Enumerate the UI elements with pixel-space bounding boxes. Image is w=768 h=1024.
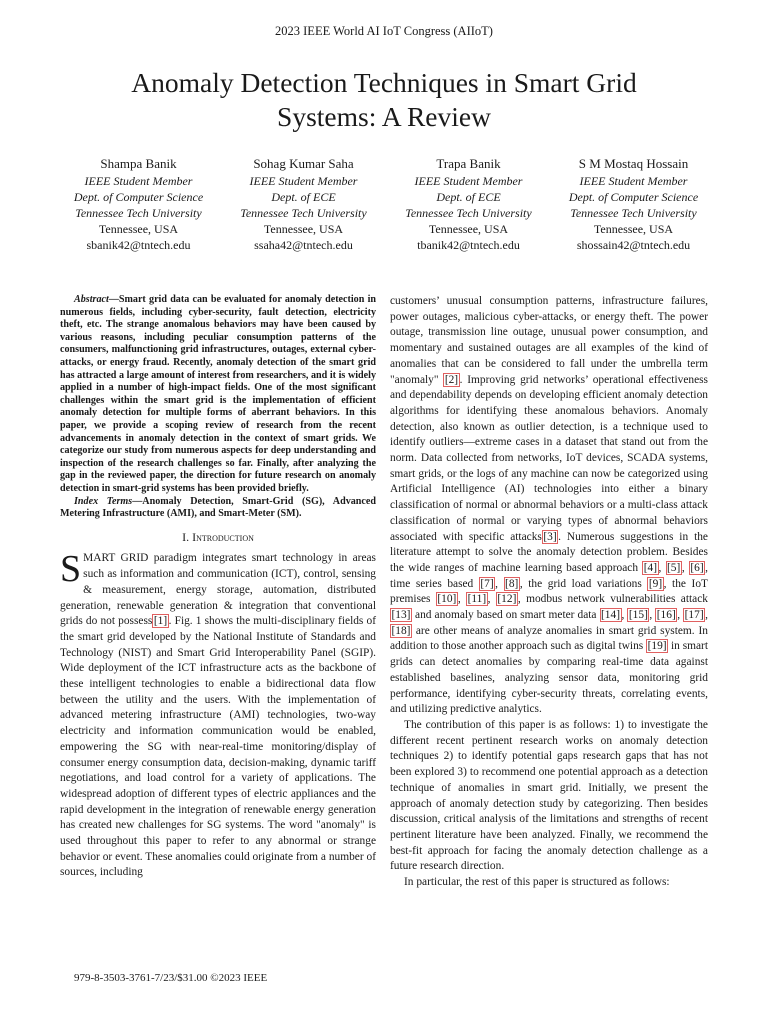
author-email: shossain42@tntech.edu	[576, 238, 691, 252]
author-email: sbanik42@tntech.edu	[86, 238, 191, 252]
paper-title	[60, 66, 708, 134]
body-text: are other means of analyze anomalies in smart grid system. In addition to those another approach such as digital twins	[390, 624, 708, 653]
citation-link[interactable]: [15]	[628, 609, 648, 622]
index-terms-text: —Anomaly Detection, Smart-Grid (SG), Advanced Metering Infrastructure (AMI), and Smart-Meter (SM).	[60, 495, 376, 520]
author-name: S M Mostaq Hossain	[578, 156, 689, 171]
author-role: IEEE Student Member	[579, 174, 688, 188]
citation-link[interactable]: [12]	[497, 593, 517, 606]
citation-link[interactable]: [13]	[391, 609, 411, 622]
author-dept: Dept. of Computer Science	[568, 190, 699, 204]
body-text: in smart grids can detect anomalies by comparing real-time data against established baselines, analyzing sensor data, monitoring grid performance, identifying cyber-security threats, correlating events, and utilizing predictive analytics.	[390, 640, 708, 716]
citation-link[interactable]: [4]	[643, 561, 657, 574]
section-heading-text: I. Introduction	[182, 529, 254, 544]
conference-header: 2023 IEEE World AI IoT Congress (AIIoT)	[275, 24, 493, 38]
body-paragraph-3: In particular, the rest of this paper is structured as follows:	[404, 876, 670, 889]
body-text: ,	[649, 609, 656, 622]
author-1	[56, 155, 221, 253]
author-email: ssaha42@tntech.edu	[254, 238, 353, 252]
citation-link[interactable]: [2]	[444, 373, 459, 386]
citation-link[interactable]: [8]	[505, 577, 519, 590]
citation-link[interactable]: [10]	[437, 593, 457, 606]
body-text: , time series based	[390, 561, 708, 590]
citation-link[interactable]: [14]	[601, 609, 620, 622]
author-2	[221, 155, 386, 253]
author-role: IEEE Student Member	[84, 174, 193, 188]
intro-text-1: paradigm integrates smart technology in areas such as information and communication (ICT), control, sensing & measurement, energy storage, automation, distributed generation, renewable generation & integration that conventional grids do not possess	[60, 552, 376, 628]
left-column	[60, 294, 376, 881]
author-location: Tennessee, USA	[593, 222, 674, 236]
author-4	[551, 155, 716, 253]
citation-link[interactable]: [9]	[648, 577, 663, 590]
citation-link[interactable]: [16]	[656, 609, 676, 622]
author-location: Tennessee, USA	[263, 222, 344, 236]
citation-link[interactable]: [17]	[684, 609, 704, 622]
author-block	[56, 155, 716, 253]
citation-link[interactable]: [7]	[480, 577, 494, 590]
body-text: . Numerous suggestions in the literature attempt to solve the anomaly detection problem. Besides the wide ranges of machine learning based approach	[390, 530, 708, 574]
body-text: ,	[487, 593, 496, 606]
author-university: Tennessee Tech University	[570, 206, 697, 220]
author-name: Trapa Banik	[436, 156, 501, 171]
author-university: Tennessee Tech University	[75, 206, 202, 220]
body-text: ,	[681, 561, 689, 574]
author-name: Shampa Banik	[100, 156, 177, 171]
body-text: , the grid load variations	[519, 577, 648, 590]
citation-link[interactable]: [3]	[543, 530, 557, 543]
citation-link[interactable]: [19]	[647, 640, 667, 653]
body-text: and anomaly based on smart meter data	[411, 609, 600, 622]
index-terms	[60, 496, 376, 521]
abstract-text: —Smart grid data can be evaluated for anomaly detection in numerous fields, including cyber-security, fault detection, electricity theft, etc. The strange anomalous behaviors may have been caused by various reasons, including peculiar consumption patterns of the consumers, malfunctioning grid infrastructures, outages, external cyber-attacks, or energy fraud. Recently, anomaly detection of the smart grid has attracted a large amount of interest from researchers, and it is widely applied in a number of high-impact fields. One of the most significant challenges within the smart grid is the implementation of efficient anomaly detection for multiple forms of aberrant behaviors. In this paper, we provide a scoping review of research from the recent advancements in anomaly detection in the context of smart grids. We categorize our study from numerous aspects for deep understanding and inspection of the research challenges so far. Finally, after analyzing the gap in the reviewed paper, the direction for future research on anomaly detection in smart-grid systems has been provided briefly.	[60, 294, 376, 494]
author-university: Tennessee Tech University	[405, 206, 532, 220]
citation-link[interactable]: [1]	[153, 615, 168, 628]
author-university: Tennessee Tech University	[240, 206, 367, 220]
intro-paragraph	[60, 548, 376, 881]
section-heading	[60, 530, 376, 546]
body-text: , modbus network vulnerabilities attack	[517, 593, 708, 606]
intro-text-2: . Fig. 1 shows the multi-disciplinary fields of the smart grid developed by the National Institute of Standards and Technology (NIST) and Smart Grid Interoperability Panel (SGIP). Wide deployment of the ICT infrastructure acts as the backbone of these intelligent technologies to enable a bidirectional data flow between the utility and the users. With the implementation of advanced metering infrastructure (AMI) technologies, two-way electricity and information communication would be enabled, empowering the SG with near-real-time monitoring/display of consumer energy consumption data, decision-making, dynamic tariff negotiations, and load control for a variety of applications. The widespread adoption of different types of electric appliances and the rapid development in the integration of renewable energy generation has created new challenges for SG systems. The word "anomaly" is used throughout this paper to refer to any abnormal or strange behavior or event. These anomalies could originate from a number of sources, including	[60, 615, 376, 879]
body-text: ,	[621, 609, 628, 622]
body-text: ,	[495, 577, 504, 590]
body-paragraph-2: The contribution of this paper is as follows: 1) to investigate the different recent pertinent research works on anomaly detection techniques 2) to identify potential gaps research gaps that has not been explored 3) to recommend one potential approach as a detection technique of anomalies in smart grid. Initially, we present the approach of anomaly detection study by categorizing. Then besides discussion, critical analysis of the limitations and strengths of recent pertinent literature have been analyzed. Finally, we recommend the best-fit approach for facing the anomaly detection challenge as a future research direction.	[390, 718, 708, 873]
author-dept: Dept. of ECE	[436, 190, 501, 204]
body-text: ,	[677, 609, 684, 622]
right-column	[390, 294, 708, 891]
citation-link[interactable]: [18]	[391, 624, 411, 637]
author-location: Tennessee, USA	[428, 222, 509, 236]
index-terms-label: Index Terms	[74, 495, 133, 507]
intro-smallcaps: MART GRID	[83, 552, 149, 565]
author-dept: Dept. of Computer Science	[73, 190, 204, 204]
copyright-footer: 979-8-3503-3761-7/23/$31.00 ©2023 IEEE	[74, 972, 268, 984]
abstract	[60, 294, 376, 496]
body-text: . Improving grid networks’ operational effectiveness and dependability depends on developing efficient anomaly detection algorithms for identifying these anomalous behaviors. Anomaly detection, also known as outlier detection, is a technique used to identify outliers—extreme cases in a dataset that stand out from the norm. Data collected from networks, IoT devices, SCADA systems, smart grids, or the logs of any machine can now be categorized using Artificial Intelligence (AI) technologies into either a binary classification of normal or abnormal behaviors or a multi-class attack classification of normal or varying types of abnormal behaviors associated with specific attacks	[390, 373, 708, 543]
author-role: IEEE Student Member	[249, 174, 358, 188]
citation-link[interactable]: [11]	[467, 593, 487, 606]
title-line-2: Systems: A Review	[277, 101, 491, 132]
author-3	[386, 155, 551, 253]
body-paragraph-1	[390, 294, 708, 718]
author-role: IEEE Student Member	[414, 174, 523, 188]
author-email: tbanik42@tntech.edu	[417, 238, 520, 252]
title-line-1: Anomaly Detection Techniques in Smart Grid	[131, 67, 637, 98]
body-text: ,	[658, 561, 666, 574]
citation-link[interactable]: [5]	[667, 561, 681, 574]
abstract-label: Abstract	[74, 294, 109, 305]
body-text: customers’ unusual consumption patterns, infrastructure failures, power outages, malicious cyber-attacks, or energy theft. The power outage, transmission line outage, unusual power consumption, and momentary and sustained outages are all examples of the kind of anomalies that can be considered to fall under the umbrella term "anomaly"	[390, 295, 708, 386]
author-name: Sohag Kumar Saha	[253, 156, 354, 171]
author-dept: Dept. of ECE	[271, 190, 336, 204]
drop-cap: S	[60, 548, 82, 591]
body-text: ,	[457, 593, 467, 606]
body-text: , the IoT premises	[390, 577, 708, 606]
body-text: ,	[705, 609, 708, 622]
citation-link[interactable]: [6]	[690, 561, 704, 574]
author-location: Tennessee, USA	[98, 222, 179, 236]
